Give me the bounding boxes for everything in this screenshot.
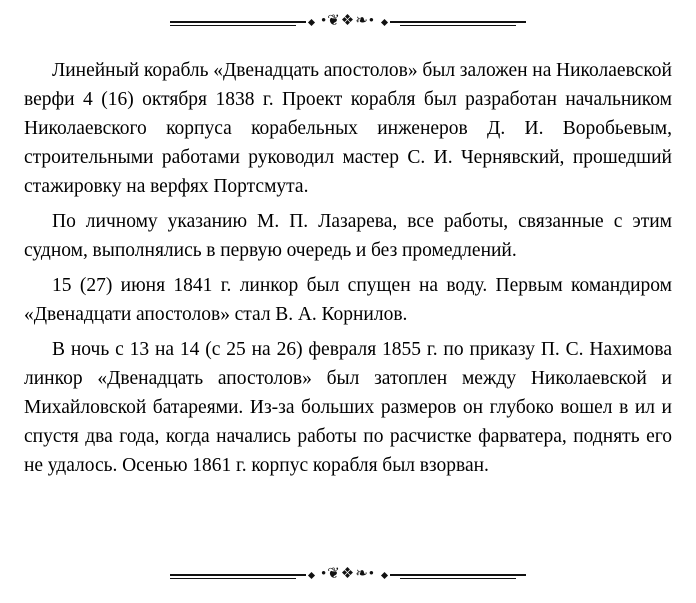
ornament-rule-left xyxy=(170,574,306,576)
body-text xyxy=(14,56,682,481)
ornament-divider-top xyxy=(14,8,682,36)
ornament-diamond-icon xyxy=(308,18,315,25)
ornament-diamond-icon xyxy=(381,18,388,25)
paragraph: В ночь с 13 на 14 (с 25 на 26) февраля 1855 г. по приказу П. С. Нахимова линкор «Двенадцать апостолов» был затоплен между Николаевской и Михайловской батареями. Из-за больших размеров он глубоко вошел в ил и спустя два года, когда начались работы по расчистке фарватера, поднять его не удалось. Осенью 1861 г. корпус корабля был взорван. xyxy=(24,339,672,476)
paragraph: 15 (27) июня 1841 г. линкор был спущен на воду. Первым командиром «Двенадцати апостолов» стал В. А. Корнилов. xyxy=(24,275,672,325)
ornament-center-glyphs: •❦❖❧• xyxy=(320,12,376,29)
ornament-diamond-icon xyxy=(308,571,315,578)
ornament-diamond-icon xyxy=(381,571,388,578)
ornament-center-glyphs: •❦❖❧• xyxy=(320,565,376,582)
ornament-rule-right xyxy=(390,574,526,576)
ornament-rule-left xyxy=(170,21,306,23)
ornament-divider-bottom xyxy=(14,561,682,589)
paragraph: Линейный корабль «Двенадцать апостолов» был заложен на Николаевской верфи 4 (16) октября 1838 г. Проект корабля был разработан начальником Николаевского корпуса корабельных инженеров Д. И. Воробьевым, строительными работами руководил мастер С. И. Чернявский, прошедший стажировку на верфях Портсмута. xyxy=(24,60,672,197)
ornament-rule-right xyxy=(390,21,526,23)
paragraph: По личному указанию М. П. Лазарева, все работы, связанные с этим судном, выполнялись в первую очередь и без промедлений. xyxy=(24,211,672,261)
